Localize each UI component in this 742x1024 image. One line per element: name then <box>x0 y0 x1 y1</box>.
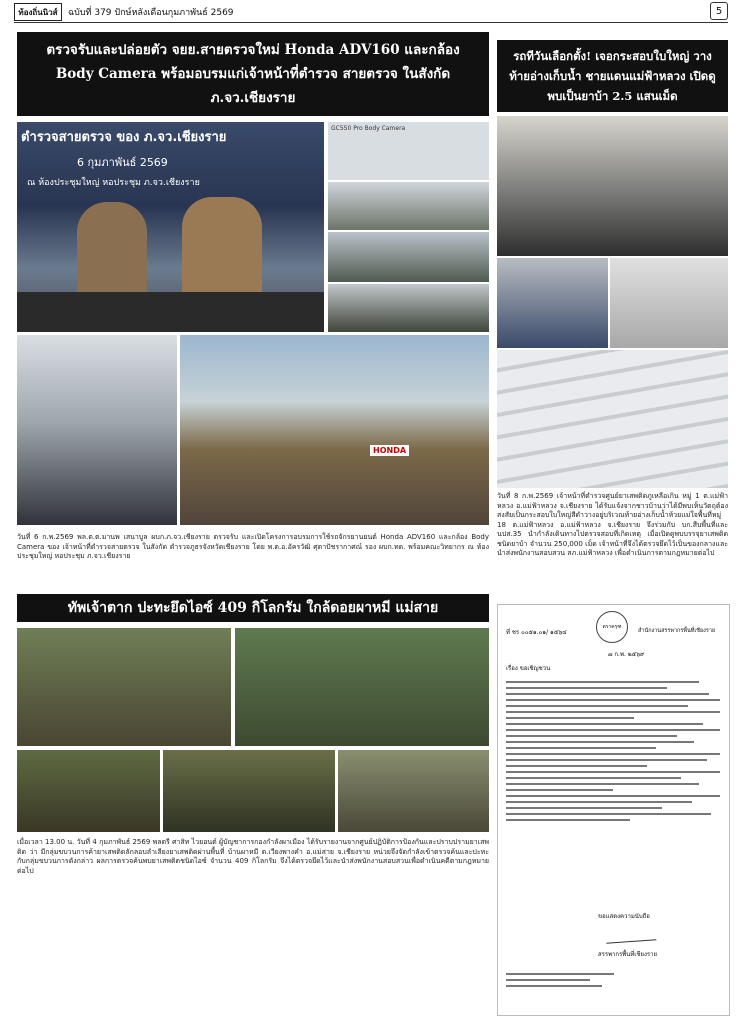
garuda-label: ตราครุฑ <box>602 624 622 630</box>
projection-screen-text: GC550 Pro Body Camera <box>331 125 406 132</box>
letter-footer <box>506 973 626 991</box>
story1-photo-hall <box>328 182 489 230</box>
story3-headline-banner <box>17 594 489 622</box>
story3-photo-press <box>235 628 489 746</box>
honda-banner: HONDA <box>370 445 409 456</box>
story1-photo-motorcycles <box>17 335 177 525</box>
stage-venue-text: ณ ห้องประชุมใหญ่ หอประชุม ภ.จว.เชียงราย <box>27 178 200 188</box>
story2-caption: วันที่ 8 ก.พ.2569 เจ้าหน้าที่ตำรวจศูนย์ยาเสพติดภูเหลือเกิน หมู่ 1 ต.แม่ฟ้าหลวง อ.แม่ฟ้าหลวง จ.เชียงราย ได้รับแจ้งจากชาวบ้านว่าได้มีพบเห็นวัตถุต้องสงสัยเป็นกระสอบใบใหญ่สีดำวางอยู่บริเวณท้ายอ่างเก็บน้ำห้วยแม่ใจพื้นที่หมู่ 18 ต.แม่ฟ้าหลวง อ.แม่ฟ้าหลวง จ.เชียงราย จึงร่วมกับ บก.สืบพื้นที่และ นปส.35 นำกำลังเดินทางไปตรวจสอบที่เกิดเหตุ เมื่อเปิดดูพบบรรจุยาเสพติดชนิดยาบ้า จำนวน 250,000 เม็ด เจ้าหน้าที่จึงได้ตรวจยึดไว้เป็นของกลางและนำส่งพนักงานสอบสวน สภ.แม่ฟ้าหลวง เพื่อดำเนินการตามกฎหมายต่อไป <box>497 492 728 557</box>
story2-photo-packages <box>610 258 728 348</box>
story3-photo-field-2 <box>163 750 335 832</box>
story1-photo-screen <box>328 122 489 180</box>
story3-photo-field-1 <box>17 750 160 832</box>
official-letter <box>497 604 730 1016</box>
letter-ref: ที่ ชร ๐๐๕๑.๐๑/ ๑๕๖๔ <box>506 629 567 636</box>
issue-info: ฉบับที่ 379 ปักษ์หลังเดือนกุมภาพันธ์ 2569 <box>68 8 234 18</box>
page-number: 5 <box>710 2 728 20</box>
story2-photo-sacks <box>497 258 608 348</box>
garuda-emblem <box>596 611 628 643</box>
story1-headline-banner <box>17 32 489 116</box>
story1-photo-presentation <box>328 232 489 282</box>
story3-caption: เมื่อเวลา 13.00 น. วันที่ 4 กุมภาพันธ์ 2569 พลตรี ศาสิท ไวยอนต์ ผู้บัญชาการกองกำลังผาเมือง ได้รับรายงานจากศูนย์ปฏิบัติการป้องกันและปราบปรามยาเสพติด ว่า มีกลุ่มขบวนการค้ายาเสพติดลักลอบลำเลียงยาเสพติดผ่านพื้นที่ บ้านผาหมี ต.เวียงพางคำ อ.แม่สาย จ.เชียงราย หน่วยจึงจัดกำลังเข้าตรวจค้นและปะทะกับกลุ่มขบวนการดังกล่าว ผลการตรวจค้นพบยาเสพติดชนิดไอซ์ จำนวน 409 กิโลกรัม จึงได้ตรวจยึดไว้และนำส่งพนักงานสอบสวนเพื่อดำเนินคดีตามกฎหมายต่อไป <box>17 838 489 875</box>
story1-photo-group <box>180 335 489 525</box>
story2-headline: รถทีวันเลือกตั้ง! เจอกระสอบใบใหญ่ วางท้ายอ่างเก็บน้ำ ชายแดนแม่ฟ้าหลวง เปิดดูพบเป็นยาบ้า 2.5 แสนเม็ด <box>509 49 716 103</box>
story1-headline: ตรวจรับและปล่อยตัว จยย.สายตรวจใหม่ Honda ADV160 และกล้อง Body Camera พร้อมอบรมแก่เจ้าหน้าที่ตำรวจ สายตรวจ ในสังกัด ภ.จว.เชียงราย <box>46 42 460 106</box>
story3-headline: ทัพเจ้าตาก ปะทะยึดไอซ์ 409 กิโลกรัม ใกล้ดอยผาหมี แม่สาย <box>67 600 439 616</box>
signature <box>606 929 657 943</box>
podium-table <box>17 292 324 332</box>
letter-date: ๗ ก.พ. ๒๕๖๙ <box>608 651 645 658</box>
story1-caption: วันที่ 6 ก.พ.2569 พล.ต.ต.มานพ เสนาบูล ผบก.ภ.จว.เชียงราย ตรวจรับ และเปิดโครงการอบรมการใช้รถจักรยานยนต์ Honda ADV160 และกล้อง Body Camera ของ เจ้าหน้าที่ตำรวจสายตรวจ ในสังกัด ตำรวจภูธรจังหวัดเชียงราย โดย พ.ต.อ.อัครวัฒิ ศุตาปัชรากาศณ์ รอง ผบก.ทด. พร้อมคณะวิทยากร ณ ห้องประชุมใหญ่ หอประชุม ภ.จว.เชียงราย <box>17 533 489 560</box>
stage-date-text: 6 กุมภาพันธ์ 2569 <box>77 156 168 169</box>
story2-photo-officers <box>497 116 728 256</box>
newspaper-logo: ท้องถิ่นนิวส์ <box>14 3 62 21</box>
letter-signoff: ขอแสดงความนับถือ <box>598 913 650 920</box>
stage-backdrop-text: ตำรวจสายตรวจ ของ ภ.จว.เชียงราย <box>21 130 227 145</box>
letter-body <box>506 681 720 825</box>
story2-headline-banner <box>497 40 728 112</box>
story3-photo-soldiers <box>17 628 231 746</box>
letter-subject: เรื่อง ขอเชิญชวน <box>506 665 551 672</box>
story2-photo-drug-packs <box>497 350 728 488</box>
header-divider <box>14 22 728 23</box>
story1-main-photo <box>17 122 324 332</box>
letter-org: สำนักงานสรรพากรพื้นที่เชียงราย <box>638 628 716 634</box>
story1-photo-audience <box>328 284 489 332</box>
story3-photo-field-3 <box>338 750 489 832</box>
letter-signer: สรรพากรพื้นที่เชียงราย <box>598 951 657 958</box>
